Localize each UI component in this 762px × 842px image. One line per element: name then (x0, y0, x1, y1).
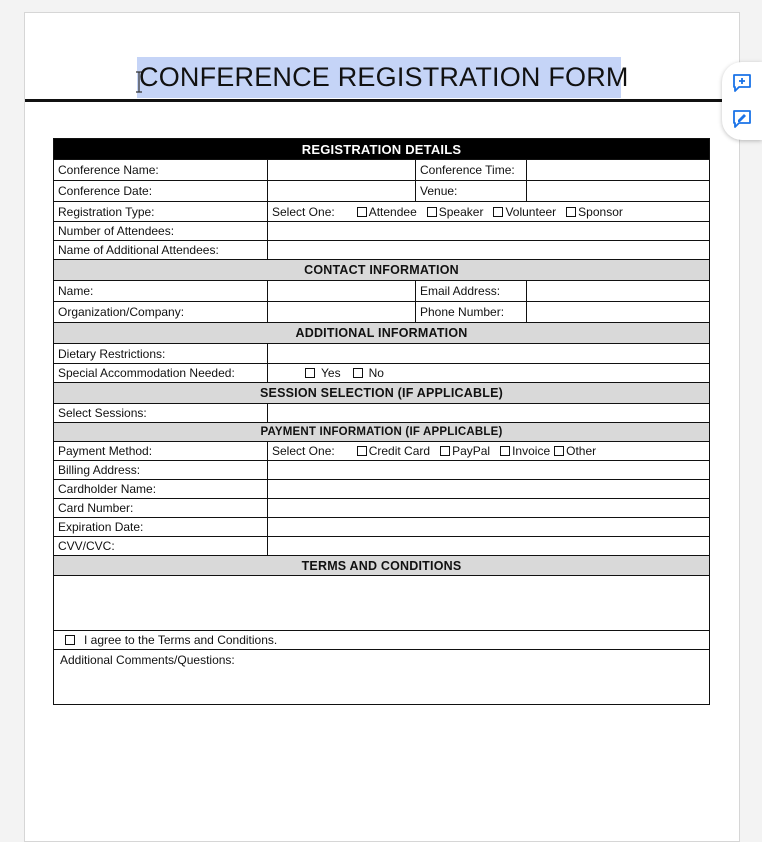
checkbox-icon[interactable] (427, 207, 437, 217)
option-label: Volunteer (505, 204, 557, 219)
organization-label: Organization/Company: (58, 305, 185, 319)
side-comment-toolbar (722, 62, 762, 140)
checkbox-icon[interactable] (554, 446, 564, 456)
agree-terms-label: I agree to the Terms and Conditions. (84, 633, 278, 647)
checkbox-icon[interactable] (566, 207, 576, 217)
option-invoice[interactable] (500, 444, 550, 458)
option-label: Sponsor (578, 204, 623, 219)
add-comment-icon[interactable] (731, 72, 753, 94)
checkbox-icon[interactable] (500, 446, 510, 456)
conference-name-label: Conference Name: (58, 163, 159, 177)
table-row (54, 221, 709, 240)
billing-address-label: Billing Address: (58, 463, 141, 477)
document-page (24, 12, 740, 842)
option-label: Attendee (368, 204, 417, 219)
form-title[interactable]: CONFERENCE REGISTRATION FORM (139, 62, 629, 92)
conference-date-label: Conference Date: (58, 184, 153, 198)
agree-terms-row[interactable] (54, 630, 709, 649)
table-row (54, 363, 709, 382)
checkbox-icon[interactable] (353, 368, 363, 378)
billing-address-field[interactable] (267, 461, 709, 479)
section-header-session: SESSION SELECTION (IF APPLICABLE) (54, 382, 709, 403)
option-label: Credit Card (368, 444, 431, 458)
payment-method-label: Payment Method: (58, 444, 153, 458)
option-yes[interactable] (305, 366, 341, 380)
option-speaker[interactable] (427, 205, 484, 219)
phone-label: Phone Number: (415, 302, 526, 322)
section-header-payment: PAYMENT INFORMATION (IF APPLICABLE) (54, 422, 709, 441)
registration-form (53, 138, 710, 705)
section-header-registration: REGISTRATION DETAILS (54, 139, 709, 159)
section-header-terms: TERMS AND CONDITIONS (54, 555, 709, 575)
additional-attendees-field[interactable] (267, 241, 709, 259)
table-row (54, 498, 709, 517)
table-row (54, 240, 709, 259)
option-credit-card[interactable] (357, 444, 430, 458)
section-header-contact: CONTACT INFORMATION (54, 259, 709, 280)
dietary-label: Dietary Restrictions: (58, 346, 166, 361)
venue-label: Venue: (415, 181, 526, 201)
expiration-date-label: Expiration Date: (58, 520, 144, 534)
table-row (54, 441, 709, 460)
phone-field[interactable] (526, 302, 709, 322)
checkbox-icon[interactable] (357, 207, 367, 217)
expiration-date-field[interactable] (267, 518, 709, 536)
organization-field[interactable] (267, 302, 415, 322)
name-label: Name: (58, 284, 94, 298)
table-row (54, 460, 709, 479)
section-header-additional: ADDITIONAL INFORMATION (54, 322, 709, 343)
table-row (54, 301, 709, 322)
card-number-label: Card Number: (58, 501, 134, 515)
option-sponsor[interactable] (566, 205, 623, 219)
table-row (54, 517, 709, 536)
table-row (54, 159, 709, 180)
name-field[interactable] (267, 281, 415, 301)
email-label: Email Address: (415, 281, 526, 301)
venue-field[interactable] (526, 181, 709, 201)
option-label: No (368, 366, 384, 380)
additional-attendees-label: Name of Additional Attendees: (58, 243, 219, 257)
number-attendees-label: Number of Attendees: (58, 224, 175, 238)
select-one-label: Select One: (272, 204, 335, 219)
registration-type-label: Registration Type: (58, 204, 155, 219)
select-one-label: Select One: (272, 444, 335, 458)
table-row (54, 180, 709, 201)
checkbox-icon[interactable] (493, 207, 503, 217)
option-other[interactable] (554, 444, 596, 458)
option-label: PayPal (452, 444, 491, 458)
table-row (54, 280, 709, 301)
option-label: Yes (321, 366, 341, 380)
table-row (54, 343, 709, 363)
payment-method-options (267, 442, 709, 460)
table-row (54, 479, 709, 498)
checkbox-icon[interactable] (357, 446, 367, 456)
option-label: Other (566, 444, 597, 458)
conference-name-field[interactable] (267, 160, 415, 180)
dietary-field[interactable] (267, 344, 709, 363)
option-attendee[interactable] (357, 205, 417, 219)
accommodation-options (267, 364, 709, 382)
conference-time-field[interactable] (526, 160, 709, 180)
cvv-field[interactable] (267, 537, 709, 555)
special-accommodation-label: Special Accommodation Needed: (58, 366, 235, 380)
comments-field[interactable] (54, 649, 709, 704)
table-row (54, 403, 709, 422)
number-attendees-field[interactable] (267, 222, 709, 240)
conference-date-field[interactable] (267, 181, 415, 201)
option-volunteer[interactable] (493, 205, 556, 219)
table-row (54, 201, 709, 221)
terms-text-area[interactable] (54, 575, 709, 630)
option-paypal[interactable] (440, 444, 490, 458)
option-label: Speaker (438, 204, 484, 219)
checkbox-icon[interactable] (440, 446, 450, 456)
cardholder-name-label: Cardholder Name: (58, 482, 157, 496)
checkbox-icon[interactable] (65, 635, 75, 645)
registration-type-options (267, 202, 709, 221)
table-row (54, 536, 709, 555)
select-sessions-label: Select Sessions: (58, 406, 147, 420)
email-field[interactable] (526, 281, 709, 301)
title-divider (25, 99, 723, 102)
option-no[interactable] (353, 366, 384, 380)
cardholder-name-field[interactable] (267, 480, 709, 498)
cvv-label: CVV/CVC: (58, 539, 115, 553)
option-label: Invoice (512, 444, 551, 458)
card-number-field[interactable] (267, 499, 709, 517)
conference-time-label: Conference Time: (415, 160, 526, 180)
comments-label: Additional Comments/Questions: (60, 653, 235, 667)
select-sessions-field[interactable] (267, 404, 709, 422)
suggest-edit-icon[interactable] (731, 108, 753, 130)
checkbox-icon[interactable] (305, 368, 315, 378)
